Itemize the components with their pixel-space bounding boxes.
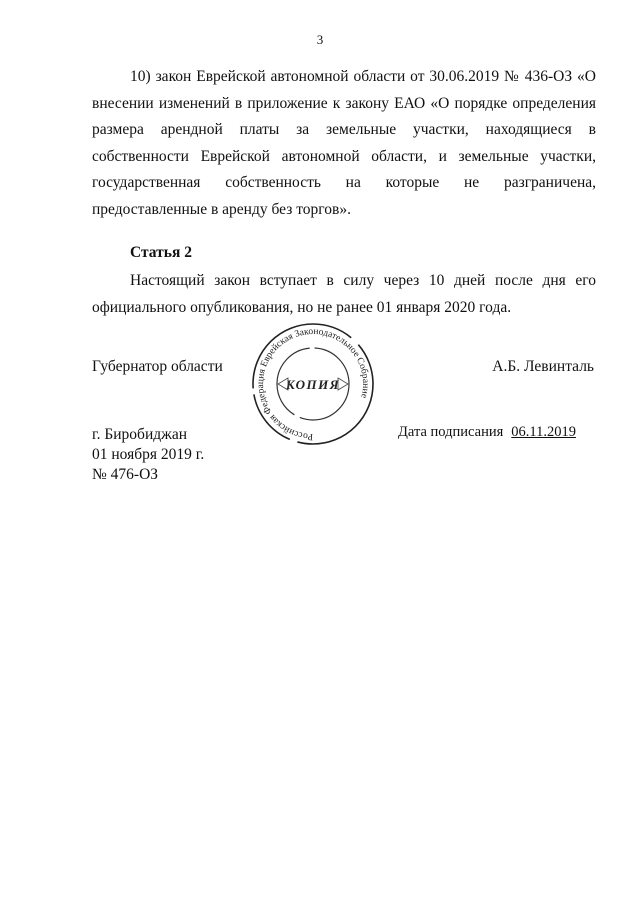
item-10-paragraph	[92, 64, 596, 223]
law-date: 01 ноября 2019 г.	[92, 446, 205, 463]
place-and-number	[92, 425, 204, 485]
page-number: 3	[316, 32, 324, 47]
city: г. Биробиджан	[92, 426, 188, 443]
item-10-text: 10) закон Еврейской автономной области от 30.06.2019 № 436-ОЗ «О внесении изменений в приложение к закону ЕАО «О порядке определения размера арендной платы за земельные участки, находящиеся в собственности Еврейской автономной области, и земельные участки, государственная собственность на которые не разграничена, предоставленные в аренду без торгов».	[92, 68, 596, 218]
stamp-ring-text: Российская Федерация Еврейская Законодательное Собрание	[255, 326, 371, 442]
law-number: № 476-ОЗ	[92, 466, 159, 483]
signing-date-label: Дата подписания	[398, 424, 504, 440]
governor-title: Губернатор области	[92, 358, 223, 375]
governor-name: А.Б. Левинталь	[492, 358, 594, 375]
official-seal-stamp	[238, 322, 388, 446]
article-2-paragraph	[92, 268, 596, 321]
article-2-text: Настоящий закон вступает в силу через 10 дней после дня его официального опубликования, но не ранее 01 января 2020 года.	[92, 272, 596, 316]
signing-date-value: 06.11.2019	[511, 424, 576, 440]
stamp-center-text: КОПИЯ	[285, 377, 341, 392]
signing-date	[398, 424, 576, 441]
article-2-heading: Статья 2	[130, 244, 192, 261]
